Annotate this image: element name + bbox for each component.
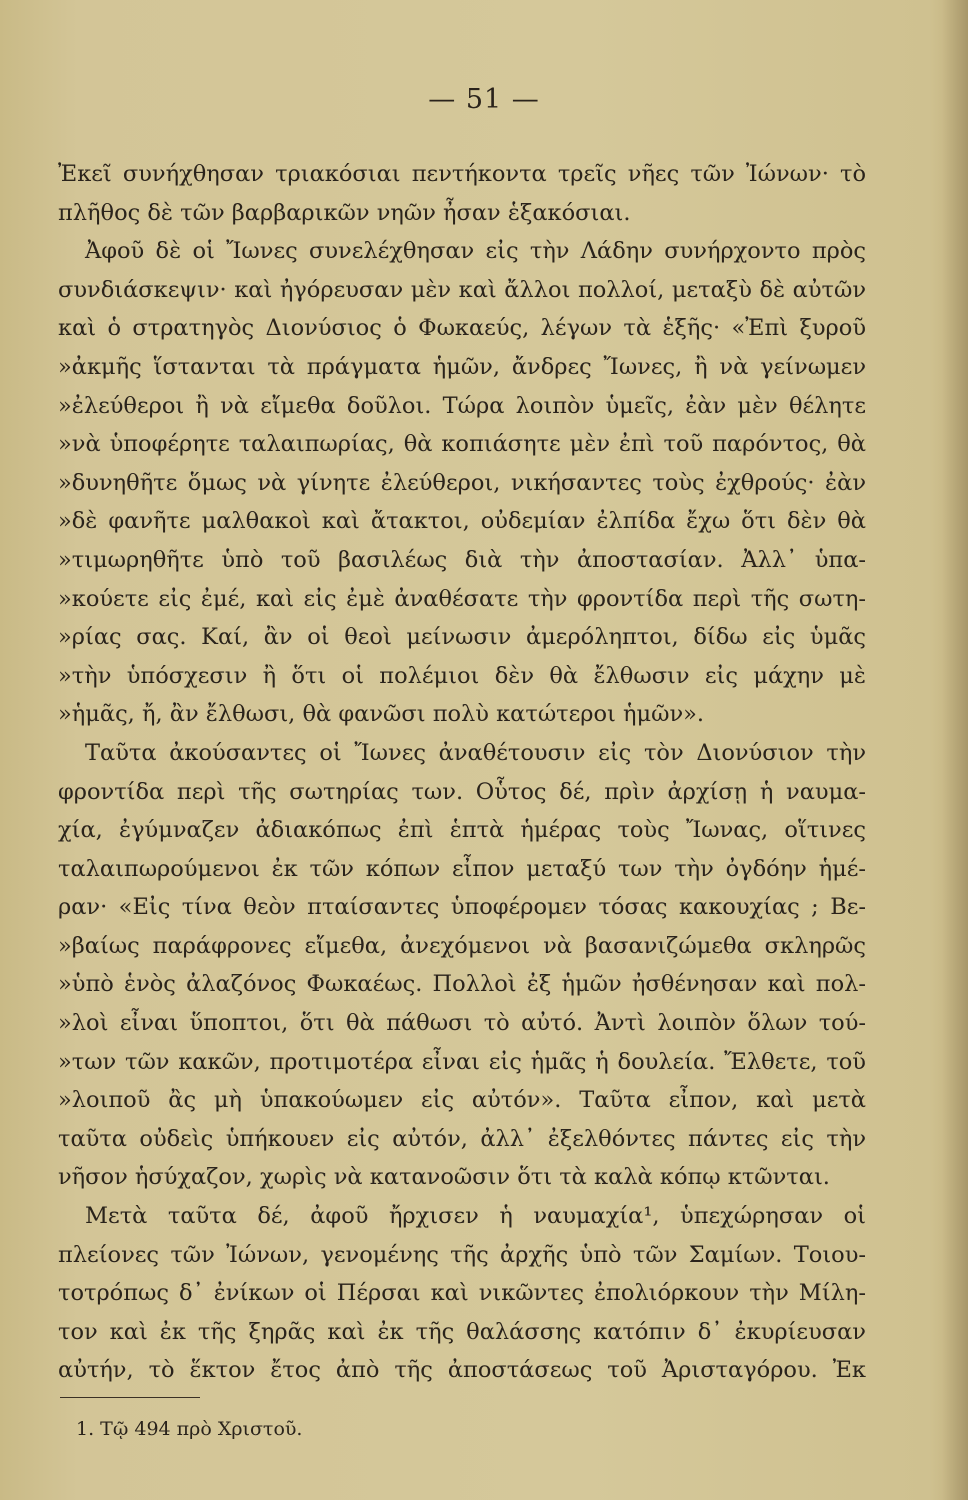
text-line: πλείονες τῶν Ἰώνων, γενομένης τῆς ἀρχῆς ὑπὸ τῶν Σαμίων. Τοιου- xyxy=(58,1241,866,1268)
footnote-rule xyxy=(60,1397,200,1398)
text-line: Ἐκεῖ συνήχθησαν τριακόσιαι πεντήκοντα τρεῖς νῆες τῶν Ἰώνων· τὸ xyxy=(58,161,866,187)
text-line: »λοὶ εἶναι ὕποπτοι, ὅτι θὰ πάθωσι τὸ αὐτό. Ἀντὶ λοιπὸν ὅλων τού- xyxy=(58,1010,866,1037)
page-number: — 51 — xyxy=(428,84,540,115)
text-line: »βαίως παράφρονες εἴμεθα, ἀνεχόμενοι νὰ βασανιζώμεθα σκληρῶς xyxy=(58,932,866,959)
text-line: »ἐλεύθεροι ἢ νὰ εἴμεθα δοῦλοι. Τώρα λοιπὸν ὑμεῖς, ἐὰν μὲν θέλητε xyxy=(58,392,866,419)
page-edge-shadow xyxy=(942,0,968,1500)
text-line: »λοιποῦ ἂς μὴ ὑπακούωμεν εἰς αὐτόν». Ταῦτα εἶπον, καὶ μετὰ xyxy=(58,1087,866,1114)
text-line: »κούετε εἰς ἐμέ, καὶ εἰς ἐμὲ ἀναθέσατε τὴν φροντίδα περὶ τῆς σωτη- xyxy=(58,585,866,612)
text-line: φροντίδα περὶ τῆς σωτηρίας των. Οὗτος δέ, πρὶν ἀρχίσῃ ἡ ναυμα- xyxy=(58,778,866,805)
text-line: Ταῦτα ἀκούσαντες οἱ Ἴωνες ἀναθέτουσιν εἰς τὸν Διονύσιον τὴν xyxy=(85,739,866,766)
text-line: »δυνηθῆτε ὅμως νὰ γίνητε ἐλεύθεροι, νικήσαντες τοὺς ἐχθρούς· ἐὰν xyxy=(58,469,866,496)
text-line: »τιμωρηθῆτε ὑπὸ τοῦ βασιλέως διὰ τὴν ἀποστασίαν. Ἀλλ᾽ ὑπα- xyxy=(58,546,866,573)
text-line: »νὰ ὑποφέρητε ταλαιπωρίας, θὰ κοπιάσητε μὲν ἐπὶ τοῦ παρόντος, θὰ xyxy=(58,431,866,458)
text-line: καὶ ὁ στρατηγὸς Διονύσιος ὁ Φωκαεύς, λέγων τὰ ἑξῆς· «Ἐπὶ ξυροῦ xyxy=(58,315,866,342)
text-line: τον καὶ ἐκ τῆς ξηρᾶς καὶ ἐκ τῆς θαλάσσης κατόπιν δ᾽ ἐκυρίευσαν xyxy=(58,1318,866,1345)
text-line: »ἀκμῆς ἵστανται τὰ πράγματα ἡμῶν, ἄνδρες Ἴωνες, ἢ νὰ γείνωμεν xyxy=(58,353,866,380)
text-line: »ρίας σας. Καί, ἂν οἱ θεοὶ μείνωσιν ἀμερόληπτοι, δίδω εἰς ὑμᾶς xyxy=(58,624,866,651)
text-line: »δὲ φανῆτε μαλθακοὶ καὶ ἄτακτοι, οὐδεμίαν ἐλπίδα ἔχω ὅτι δὲν θὰ xyxy=(58,508,866,535)
footnote: 1. Τῷ 494 πρὸ Χριστοῦ. xyxy=(76,1418,303,1440)
text-line: συνδιάσκεψιν· καὶ ἠγόρευσαν μὲν καὶ ἄλλοι πολλοί, μεταξὺ δὲ αὐτῶν xyxy=(58,276,866,303)
text-line: »ὑπὸ ἑνὸς ἀλαζόνος Φωκαέως. Πολλοὶ ἐξ ἡμῶν ἠσθένησαν καὶ πολ- xyxy=(58,971,866,998)
text-line: ταλαιπωρούμενοι ἐκ τῶν κόπων εἶπον μεταξύ των τὴν ὀγδόην ἡμέ- xyxy=(58,855,866,882)
text-line: πλῆθος δὲ τῶν βαρβαρικῶν νηῶν ἦσαν ἑξακόσιαι. xyxy=(58,199,631,226)
text-line: Μετὰ ταῦτα δέ, ἀφοῦ ἤρχισεν ἡ ναυμαχία¹, ὑπεχώρησαν οἱ xyxy=(85,1203,866,1230)
text-line: »των τῶν κακῶν, προτιμοτέρα εἶναι εἰς ἡμᾶς ἡ δουλεία. Ἔλθετε, τοῦ xyxy=(58,1048,866,1075)
body-text xyxy=(58,155,866,1390)
text-line: ραν· «Εἰς τίνα θεὸν πταίσαντες ὑποφέρομεν τόσας κακουχίας ; Βε- xyxy=(58,894,866,921)
text-line: »τὴν ὑπόσχεσιν ἢ ὅτι οἱ πολέμιοι δὲν θὰ ἔλθωσιν εἰς μάχην μὲ xyxy=(58,662,866,689)
text-line: αὐτήν, τὸ ἕκτον ἔτος ἀπὸ τῆς ἀποστάσεως τοῦ Ἀρισταγόρου. Ἐκ xyxy=(58,1357,866,1384)
text-line: νῆσον ἡσύχαζον, χωρὶς νὰ κατανοῶσιν ὅτι τὰ καλὰ κόπῳ κτῶνται. xyxy=(58,1164,830,1191)
text-line: ταῦτα οὐδεὶς ὑπήκουεν εἰς αὐτόν, ἀλλ᾽ ἐξελθόντες πάντες εἰς τὴν xyxy=(58,1125,866,1152)
text-line: Ἀφοῦ δὲ οἱ Ἴωνες συνελέχθησαν εἰς τὴν Λάδην συνήρχοντο πρὸς xyxy=(85,238,866,265)
text-line: »ἡμᾶς, ἤ, ἂν ἔλθωσι, θὰ φανῶσι πολὺ κατώτεροι ἡμῶν». xyxy=(58,701,705,728)
text-line: τοτρόπως δ᾽ ἐνίκων οἱ Πέρσαι καὶ νικῶντες ἐπολιόρκουν τὴν Μίλη- xyxy=(58,1280,866,1307)
text-line: χία, ἐγύμναζεν ἀδιακόπως ἐπὶ ἑπτὰ ἡμέρας τοὺς Ἴωνας, οἵτινες xyxy=(58,817,866,844)
